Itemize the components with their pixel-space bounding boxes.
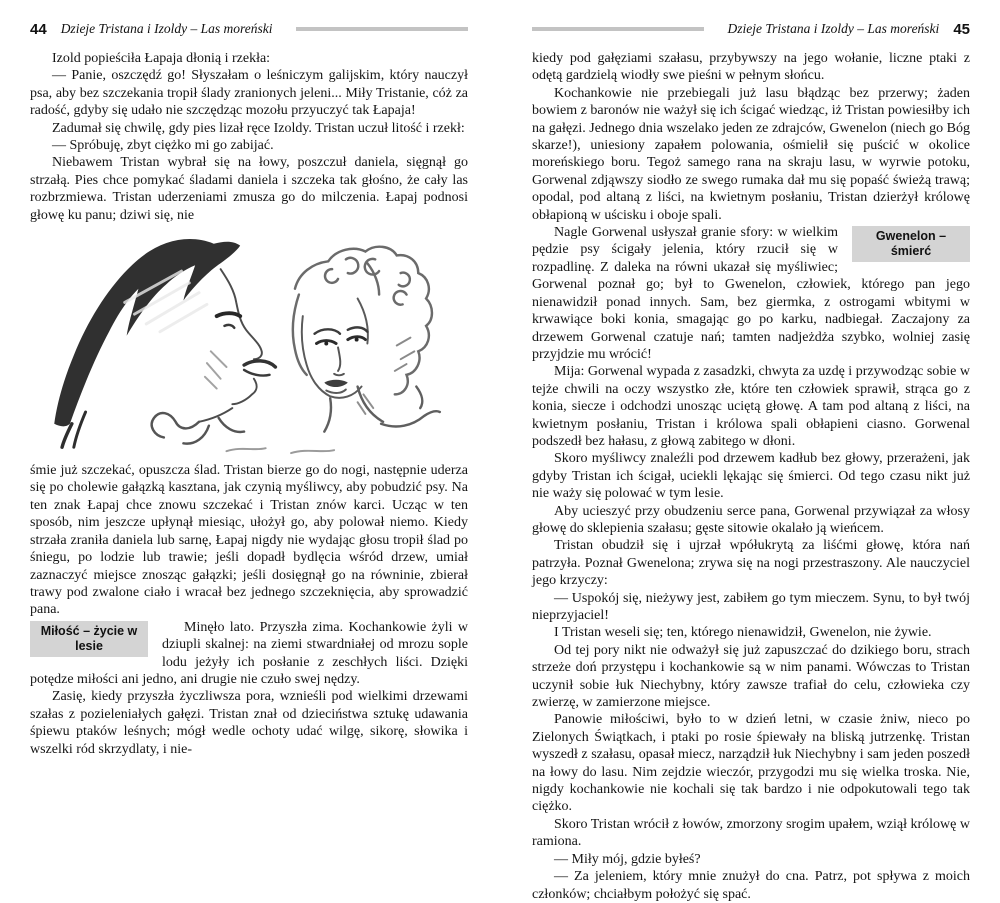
- paragraph: — Panie, oszczędź go! Słyszałam o leśniczym galijskim, który nauczył psa, aby bez szczekania tropił ślady zranionych jeleni... Miły Tristanie, cóż za radość, gdyby się udało nie szczędząc mozołu przyuczyć tak Łapaja!: [30, 68, 468, 119]
- paragraph: Izold popieściła Łapaja dłonią i rzekła:: [52, 51, 271, 66]
- paragraph: — Za jeleniem, który mnie znużył do cna. Patrz, pot spływa z moich członków; chciałbym położyć się spać.: [532, 869, 970, 902]
- paragraph: Niebawem Tristan wybrał się na łowy, poszczuł daniela, sięgnął go strzałą. Pies chce pomykać śladami daniela i szczeka tak głośno, że cały las rozbrzmiewa. Tristan uderzeniami zmusza go do milczenia. Łapaj podnosi głowę ku panu; dziwi się, nie: [30, 155, 468, 223]
- paragraph: Zadumał się chwilę, gdy pies lizał ręce Izoldy. Tristan uczuł litość i rzekł:: [52, 120, 465, 136]
- illustration-tristan-iseult-sketch: [52, 230, 468, 458]
- paragraph: — Spróbuję, zbyt ciężko mi go zabijać.: [52, 138, 274, 154]
- page-44: [30, 0, 468, 758]
- running-title: Dzieje Tristana i Izoldy – Las moreński: [60, 21, 273, 36]
- paragraph: kiedy pod gałęziami szałasu, przybywszy na jego wołanie, liczne ptaki z odętą gardzielą wiodły swe pieśni w pełnym słońcu.: [532, 51, 970, 84]
- woman-lips: [324, 380, 347, 387]
- man-eyebrow: [217, 313, 240, 316]
- woman-hair: [293, 247, 432, 395]
- page-header-left: [30, 20, 468, 38]
- paragraph: Miłość – życie w lesie Minęło lato. Przyszła zima. Kochankowie żyli w dziupli skalnej: na ziemi stwardniałej od mrozu sople lodu jeżyły ich posłanie z zeschłych liści. Dzięki potędze miłości ani jedno, ani drugie nie czuło swej nędzy.: [30, 619, 468, 687]
- paragraph: Panowie miłościwi, było to w dzień letni, w czasie żniw, nieco po Zielonych Świątkach, i ptaki po rosie śpiewały na bliską jutrzenkę. Tristan wyszedł z szałasu, opasał miecz, narządził łuk Niechybny i sam jeden poszedł na łowy do lasu. Nim zejdzie wieczór, przygodzi mu się wielka troska. Nie, nigdy kochankowie nie kochali się tak bardzo i nie odpokutowali tego tak ciężko.: [532, 712, 970, 815]
- page-45: [532, 0, 970, 903]
- page-header-right: [532, 20, 970, 38]
- margin-note-gwenelon-death: Gwenelon – śmierć: [852, 226, 970, 262]
- paragraph: — Miły mój, gdzie byłeś?: [554, 851, 701, 867]
- paragraph: Aby ucieszyć przy obudzeniu serce pana, Gorwenal przywiązał za włosy głowę do sklepienia szałasu; gęste sitowie okalało ją wieńcem.: [532, 503, 970, 536]
- paragraph: Skoro Tristan wrócił z łowów, zmorzony srogim upałem, wziął królowę w ramiona.: [532, 816, 970, 850]
- man-mustache: [244, 361, 275, 367]
- paragraph: śmie już szczekać, opuszcza ślad. Tristan bierze go do nogi, następnie uderza się po cholewie gałązką kasztana, jak czynią myśliwcy, aby pobudzić psy. Na ten znak Łapaj chce znowu szczekać i Tristan znów karci. Ucząc w ten sposób, nim jeszcze upłynął miesiąc, ułożył go, aby polował niemo. Kiedy strzała zraniła daniela lub sarnę, Łapaj nigdy nie wydając głosu tropił ślad po śniegu, po lodzie lub trawie; jeśli dopadł bydlęcia wśród drzew, umiał zaznaczyć miejsce znosząc gałązki; jeśli dosięgnął go na równinie, zbierał trawy pod zwalone ciało i wracał bez jednego szczeknięcia, aby sprowadzić pana.: [30, 463, 468, 618]
- man-eye: [225, 325, 235, 328]
- paragraph: I Tristan weseli się; ten, którego nienawidził, Gwenelon, nie żywie.: [554, 625, 932, 641]
- page-number: 44: [30, 20, 47, 38]
- page-body-left: [30, 50, 468, 758]
- paragraph: Skoro myśliwcy znaleźli pod drzewem kadłub bez głowy, przerażeni, jak gdyby Tristan ich ścigał, uciekli lękając się śmierci. Od tego czasu nikt już nie waży się polować w tym lesie.: [532, 451, 970, 502]
- header-rule: [296, 27, 468, 31]
- header-rule: [532, 27, 704, 31]
- paragraph: Zasię, kiedy przyszła życzliwsza pora, wznieśli pod wielkimi drzewami szałas z pozieleniałych gałęzi. Tristan znał od dzieciństwa sztukę udawania śpiewu ptaków leśnych; mógł wedle ochoty udać wilgę, sikorę, słowika i wszelki ród skrzydlaty, i nie-: [30, 689, 468, 757]
- paragraph: Mija: Gorwenal wypada z zasadzki, chwyta za uzdę i przywodząc sobie w tejże chwili na oczy wszystko złe, które ten człowiek sprawił, strąca go z konia, siecze i odchodzi unosząc uciętą głowę. A tam pod altaną z liści, na kwietnym posłaniu, Tristan i królowa spali obłapieni ciasno. Gorwenal podszedł bez hałasu, z głową zabitego w dłoni.: [532, 364, 970, 449]
- woman-right-brow: [348, 327, 368, 331]
- paragraph: Gwenelon – śmierć Nagle Gorwenal usłyszał granie sfory: w wielkim pędzie psy ścigały jelenia, który rzucił się w rozpadlinę. Z daleka na równi ukazał się myśliwiec; Gorwenal poznał go; był to Gwenelon, człowiek, którego pan jego nienawidził ponad innych. Sam, bez giermka, z ostrogami wbitymi w krwawiące boki konia, smagając go po karku, nadbiegał. Zaczajony za drzewem Gorwenal czatuje nań; tamten nadjeżdża szybko, wolniej zasię przyjdzie mu wrócić!: [532, 225, 970, 362]
- paragraph: Kochankowie nie przebiegali już lasu błądząc bez przerwy; żaden bowiem z baronów nie ważył się ich ścigać wiedząc, iż Tristan powiesiłby ich na gałęzi. Jednego dnia wszelako jeden ze zdrajców, Gwenelon (niech go Bóg skarze!), uniesiony zapałem polowania, ośmielił się puścić w okolice moreńskiego boru. Tegoż samego rana na skraju lasu, w wyrwie potoku, Gorwenal zdjąwszy siodło ze swego rumaka dał mu się popaść świeżą trawą; opodal, pod altaną z liści, na kwietnym posłaniu, Tristan dzierżył królowę obłapioną w uścisku i oboje spali.: [532, 85, 970, 223]
- paragraph: Tristan obudził się i ujrzał wpółukrytą za liśćmi głowę, która nań patrzyła. Poznał Gwenelona; zrywa się na nogi przestraszony. Ale nauczyciel jego krzyczy:: [532, 538, 970, 589]
- page-number: 45: [953, 20, 970, 38]
- man-hair: [54, 239, 240, 426]
- page-body-right: [532, 50, 970, 903]
- woman-left-brow: [315, 329, 340, 333]
- margin-note-love-life-in-forest: Miłość – życie w lesie: [30, 621, 148, 657]
- paragraph: Od tej pory nikt nie odważył się już zapuszczać do dzikiego boru, strach strzeże doń przystępu i kochankowie są w nim panami. Wówczas to Tristan uczynił sobie łuk Niechybny, który zawsze trafiał do celu, człowieka czy zwierzę, w zamierzone miejsce.: [532, 642, 970, 711]
- paragraph: — Uspokój się, nieżywy jest, zabiłem go tym mieczem. Synu, to był twój nieprzyjaciel!: [532, 590, 970, 623]
- running-title: Dzieje Tristana i Izoldy – Las moreński: [727, 21, 940, 36]
